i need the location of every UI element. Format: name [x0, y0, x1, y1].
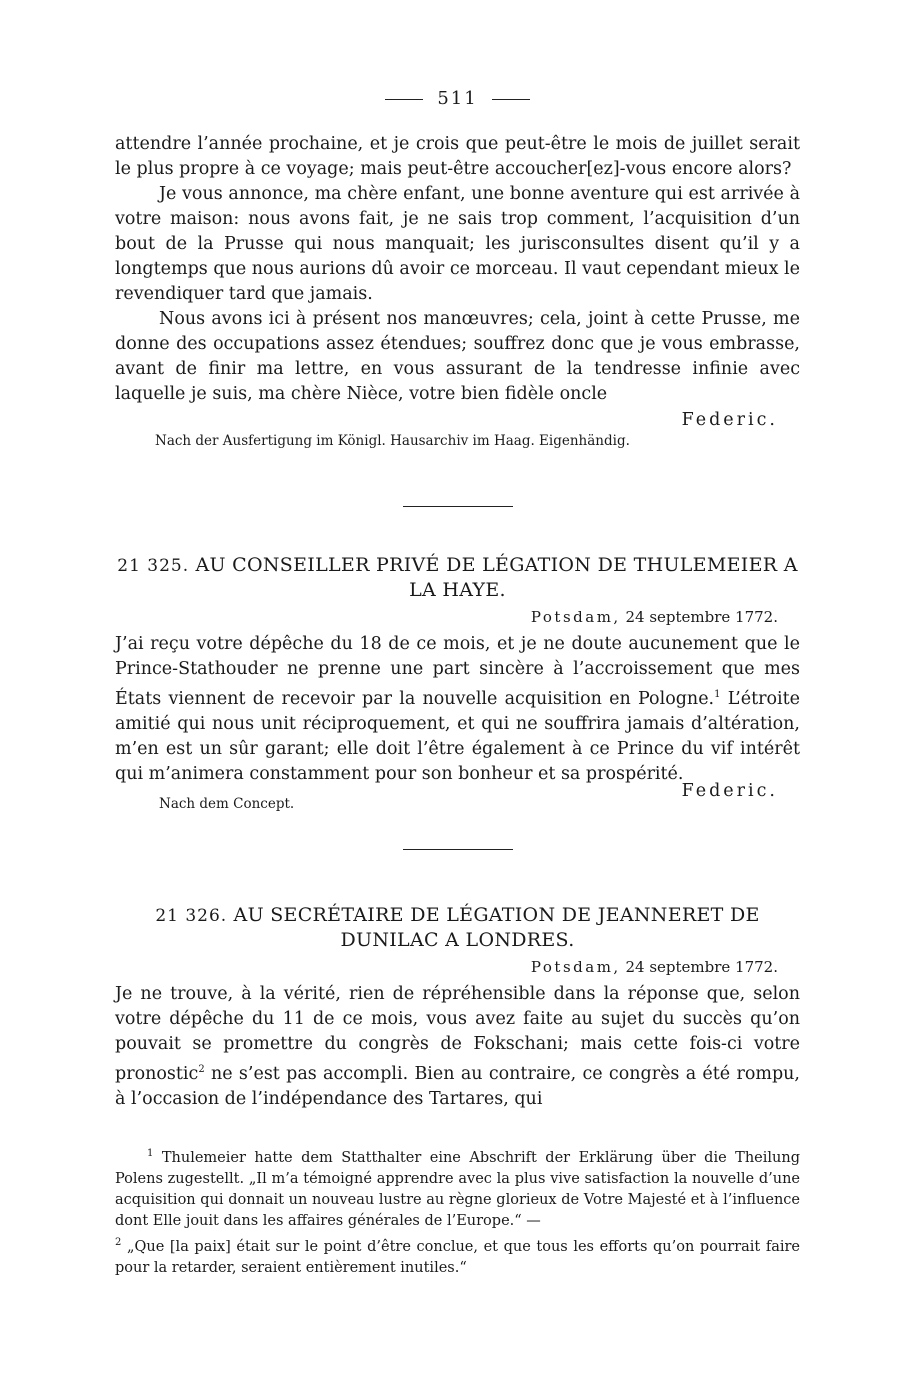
footnotes: [115, 1143, 800, 1279]
letter-heading: [115, 903, 800, 952]
letter-text-a: J’ai reçu votre dépêche du 18 de ce mois, et je ne doute aucunement que le Prince-Stathouder ne prenne une part sincère à l’accroissement que mes États viennent de recevoir par la nouvelle acquisition en Pologne.: [115, 634, 800, 709]
intro-signature: Federic.: [681, 410, 778, 430]
letter-signature: Federic.: [681, 780, 778, 801]
letter-body: [115, 982, 800, 1112]
separator-rule: [403, 506, 513, 507]
footnote-2: [115, 1232, 800, 1279]
separator-1: [115, 506, 800, 507]
letter-place: Potsdam,: [530, 608, 621, 626]
page-header: [115, 88, 800, 109]
letter-dateline: [115, 958, 800, 976]
letter-place: Potsdam,: [530, 958, 621, 976]
footnote-1: [115, 1143, 800, 1232]
letter-title: AU SECRÉTAIRE DE LÉGATION DE JEANNERET DE DUNILAC A LONDRES.: [233, 904, 760, 951]
intro-paragraph-2: Je vous annonce, ma chère enfant, une bonne aventure qui est arrivée à votre maison: nous avons fait, je ne sais trop comment, l’acquisition d’un bout de la Prusse qui nous manquait; les jurisconsultes disent qu’il y a longtemps que nous aurions dû avoir ce morceau. Il vaut cependant mieux le revendiquer tard que jamais.: [115, 184, 800, 304]
footnote-ref-1: 1: [714, 689, 721, 700]
letter-date: 24 septembre 1772.: [625, 958, 778, 976]
letter-heading: [115, 553, 800, 602]
separator-rule: [403, 849, 513, 850]
footnote-ref-2: 2: [198, 1064, 205, 1075]
header-dash-left: [385, 99, 423, 100]
letter-text-b: ne s’est pas accompli. Bien au contraire, ce congrès a été rompu, à l’occasion de l’indépendance des Tartares, qui: [115, 1063, 800, 1109]
letter-title: AU CONSEILLER PRIVÉ DE LÉGATION DE THULEMEIER A LA HAYE.: [195, 554, 798, 601]
letter-number: 21 326.: [155, 906, 228, 926]
intro-paragraph-3: Nous avons ici à présent nos manœuvres; cela, joint à cette Prusse, me donne des occupations assez étendues; souffrez donc que je vous embrasse, avant de finir ma lettre, en vous assurant de la tendresse infinie avec laquelle je suis, ma chère Nièce, votre bien fidèle oncle: [115, 309, 800, 404]
letter-21326: [115, 903, 800, 1112]
letter-text-b: L’étroite amitié qui nous unit réciproquement, et qui ne souffrira jamais d’altération, m’en est un sûr garant; elle doit l’être également à ce Prince du vif intérêt qui m’animera constamment pour son bonheur et sa prospérité.: [115, 688, 800, 784]
letter-date: 24 septembre 1772.: [625, 608, 778, 626]
letter-21325: [115, 553, 800, 813]
letter-number: 21 325.: [117, 556, 190, 576]
letter-dateline: [115, 608, 800, 626]
intro-section: [115, 132, 800, 450]
header-dash-right: [492, 99, 530, 100]
letter-source-note: Nach dem Concept.: [159, 795, 295, 812]
footnote-1-mark: 1: [147, 1148, 154, 1159]
footnote-2-text: „Que [la paix] était sur le point d’être conclue, et que tous les efforts qu’on pourrait faire pour la retarder, seraient entièrement inutiles.“: [115, 1238, 800, 1276]
footnote-1-text: Thulemeier hatte dem Statthalter eine Abschrift der Erklärung über die Theilung Polens zugestellt. „Il m’a témoigné apprendre avec la plus vive satisfaction la nouvelle d’une acquisition qui donnait un nouveau lustre au règne glorieux de Votre Majesté et à l’influence dont Elle jouit dans les affaires générales de l’Europe.“ —: [115, 1149, 800, 1229]
page-number: 511: [437, 88, 478, 109]
letter-body: [115, 632, 800, 787]
intro-source-note: Nach der Ausfertigung im Königl. Hausarchiv im Haag. Eigenhändig.: [155, 433, 630, 449]
footnote-2-mark: 2: [115, 1236, 122, 1248]
letter-text-a: Je ne trouve, à la vérité, rien de répréhensible dans la réponse que, selon votre dépêche du 11 de ce mois, vous avez faite au sujet du succès qu’on pouvait se promettre du congrès de Fokschani; mais cette fois-ci votre pronostic: [115, 984, 800, 1084]
intro-paragraph-1: attendre l’année prochaine, et je crois que peut-être le mois de juillet serait le plus propre à ce voyage; mais peut-être accoucher[ez]-vous encore alors?: [115, 134, 800, 179]
separator-2: [115, 849, 800, 850]
